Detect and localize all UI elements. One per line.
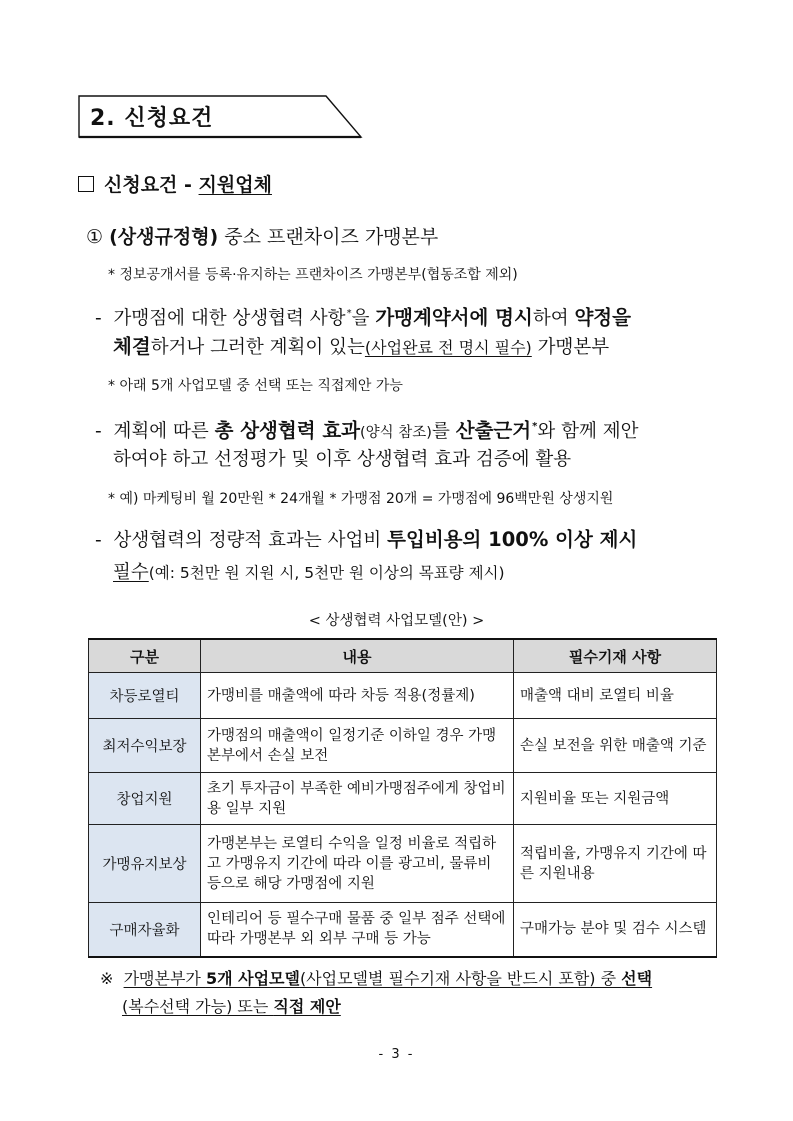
row-content: 인테리어 등 필수구매 물품 중 일부 점주 선택에 따라 가맹본부 외 외부 구매 등 가능 [201, 903, 514, 957]
bold-text: 산출근거 [455, 419, 532, 442]
bold-text: 가맹계약서에 명시 [375, 306, 533, 329]
table-row [89, 673, 717, 719]
para-3-line-2 [113, 557, 505, 589]
text: 가맹본부가 [123, 969, 206, 988]
row-required: 매출액 대비 로열티 비율 [514, 673, 717, 719]
row-content: 가맹비를 매출액에 따라 차등 적용(정률제) [201, 673, 514, 719]
row-type: 구매자율화 [89, 903, 201, 957]
bold-text: 선택 [621, 969, 653, 988]
text: (복수선택 가능) 또는 [122, 997, 274, 1016]
note-1: * 정보공개서를 등록·유지하는 프랜차이즈 가맹본부(협동조합 제외) [108, 267, 518, 283]
row-content: 가맹본부는 로열티 수익을 일정 비율로 적립하고 가맹유지 기간에 따라 이를 광고비, 물류비 등으로 해당 가맹점에 지원 [201, 825, 514, 903]
row-type: 가맹유지보상 [89, 825, 201, 903]
para-2-line-2: 하여야 하고 선정평가 및 이후 상생협력 효과 검증에 활용 [113, 449, 572, 470]
business-model-table [88, 638, 717, 958]
row-type: 최저수익보장 [89, 719, 201, 773]
row-content: 가맹점의 매출액이 일정기준 이하일 경우 가맹본부에서 손실 보전 [201, 719, 514, 773]
item-1 [86, 222, 438, 249]
text: (사업모델별 필수기재 사항을 반드시 포함) 중 [299, 969, 622, 988]
table-row [89, 825, 717, 903]
heading-prefix: 신청요건 - [104, 174, 199, 196]
text: 상생협력의 정량적 효과는 사업비 [113, 530, 388, 551]
note-3: * 예) 마케팅비 월 20만원 * 24개월 * 가맹점 20개 = 가맹점에 96백만원 상생지원 [108, 491, 614, 507]
section-header-box [78, 95, 361, 137]
text: 계획에 따른 [113, 421, 215, 442]
section-title: 2. 신청요건 [90, 106, 214, 131]
note-2: * 아래 5개 사업모델 중 선택 또는 직접제안 가능 [108, 378, 403, 394]
para-1-line-1 [95, 298, 631, 335]
dash: - [95, 530, 102, 551]
underlined-text: 필수 [113, 562, 149, 583]
header-required: 필수기재 사항 [514, 639, 717, 673]
item-text: 중소 프랜차이즈 가맹본부 [218, 226, 439, 248]
bold-text: 투입비용의 100% 이상 제시 [387, 528, 638, 551]
row-type: 창업지원 [89, 773, 201, 825]
para-3-line-1 [95, 524, 637, 557]
table-row [89, 719, 717, 773]
heading-underlined: 지원업체 [198, 174, 272, 196]
row-required: 지원비율 또는 지원금액 [514, 773, 717, 825]
table-header-row [89, 639, 717, 673]
checkbox-square-icon [78, 176, 94, 192]
dash: - [95, 421, 102, 442]
footnote-line-2 [100, 993, 652, 1021]
bold-text: 약정을 [574, 306, 631, 329]
footnote [100, 965, 652, 1021]
small-text: (양식 참조) [360, 425, 432, 441]
reference-mark: ※ [100, 969, 114, 988]
footnote-line-1 [100, 965, 652, 993]
table-row [89, 773, 717, 825]
row-content: 초기 투자금이 부족한 예비가맹점주에게 창업비용 일부 지원 [201, 773, 514, 825]
text: 하여 [532, 308, 575, 329]
table-row [89, 903, 717, 957]
header-type: 구분 [89, 639, 201, 673]
dash: - [95, 308, 102, 329]
small-text: (예: 5천만 원 지원 시, 5천만 원 이상의 목표량 제시) [148, 564, 505, 582]
row-required: 구매가능 분야 및 검수 시스템 [514, 903, 717, 957]
bold-text: 체결 [113, 335, 151, 358]
text: 가맹점에 대한 상생협력 사항 [113, 308, 346, 329]
text: 하거나 그러한 계획이 있는 [150, 337, 365, 358]
row-required: 적립비율, 가맹유지 기간에 따른 지원내용 [514, 825, 717, 903]
item-bold: (상생규정형) [109, 226, 219, 248]
header-content: 내용 [201, 639, 514, 673]
underlined-text: (사업완료 전 명시 필수) [364, 338, 532, 357]
bold-text: 5개 사업모델 [205, 969, 300, 988]
bold-text: 총 상생협력 효과 [214, 419, 361, 442]
page-number: - 3 - [378, 1047, 415, 1062]
item-number: ① [86, 226, 104, 248]
text: 가맹본부 [531, 337, 610, 358]
row-type: 차등로열티 [89, 673, 201, 719]
text: 와 함께 제안 [537, 421, 639, 442]
bold-text: 직접 제안 [273, 997, 341, 1016]
star: * [346, 308, 352, 319]
text: 를 [431, 421, 456, 442]
requirements-heading [78, 170, 272, 197]
text: 을 [351, 308, 376, 329]
star: * [532, 421, 538, 432]
row-required: 손실 보전을 위한 매출액 기준 [514, 719, 717, 773]
para-1-line-2 [113, 331, 609, 364]
table-caption: < 상생협력 사업모델(안) > [308, 613, 485, 629]
